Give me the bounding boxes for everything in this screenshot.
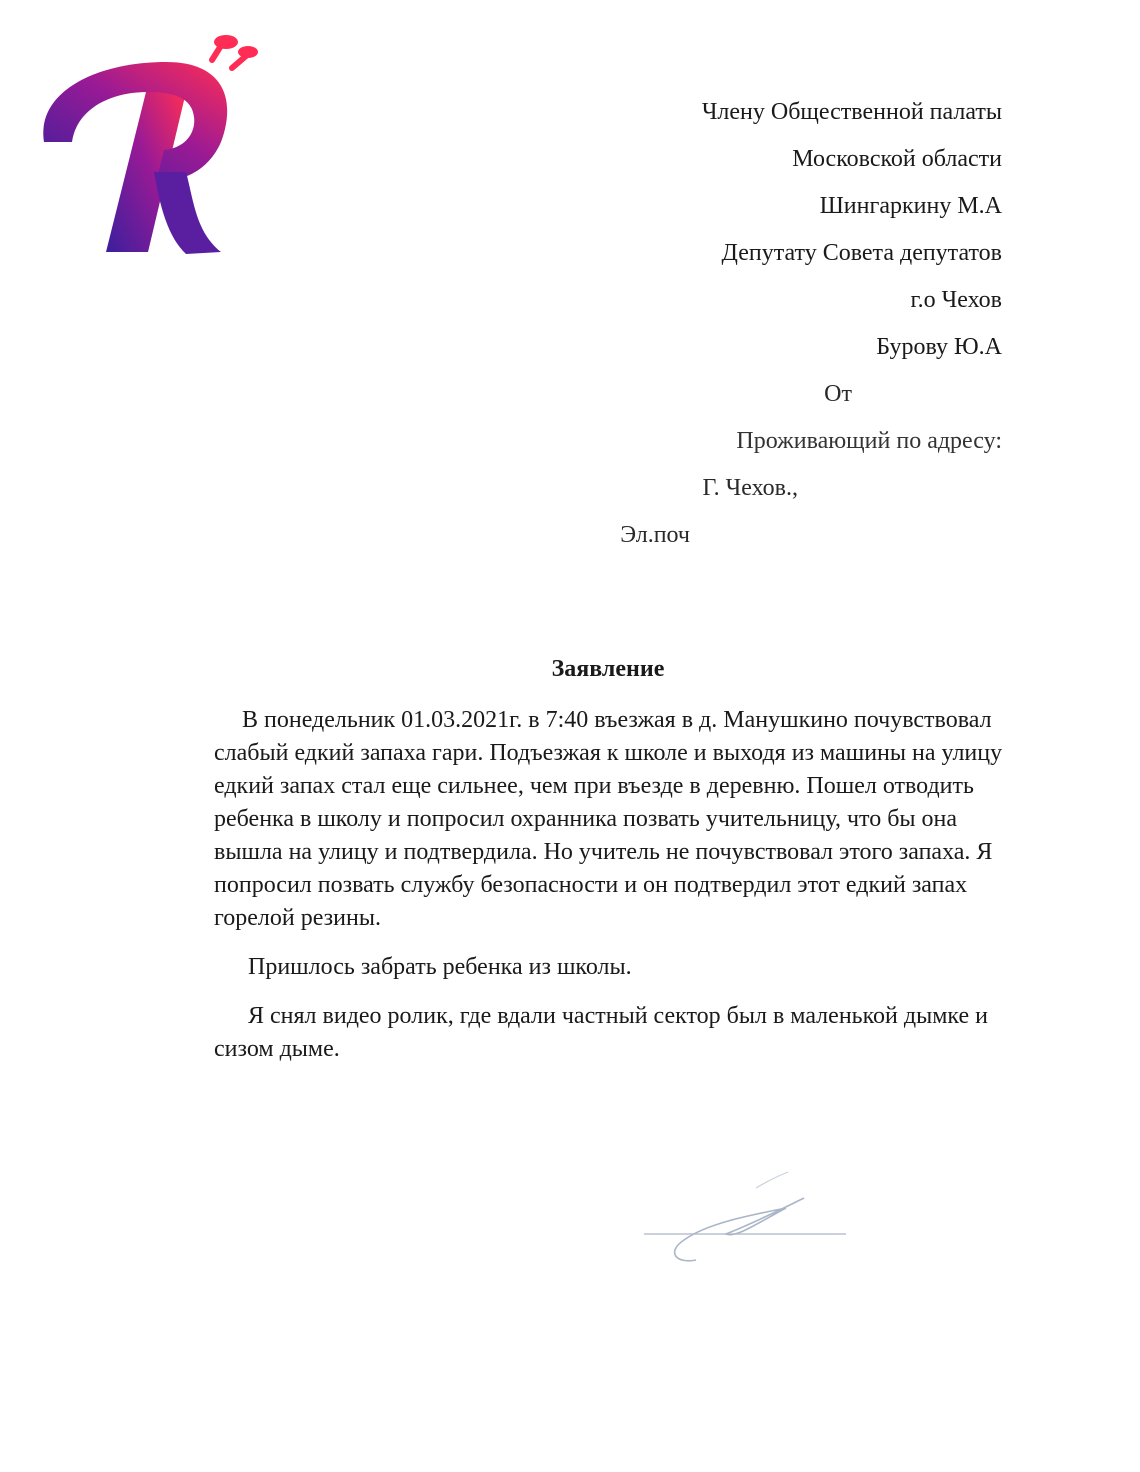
city-line: [442, 468, 1002, 515]
body-paragraph: В понедельник 01.03.2021г. в 7:40 въезжая в д. Манушкино почувствовал слабый едкий запаха гари. Подъезжая к школе и выходя из машины на улицу едкий запах стал еще сильнее, чем при въезде в деревню. Пошел отводить ребенка в школу и попросил охранника позвать учительницу, что бы она вышла на улицу и подтвердила. Но учитель не почувствовал этого запаха. Я попросил позвать службу безопасности и он подтвердил этот едкий запах горелой резины.: [214, 707, 1003, 931]
addressee-line: Шингаркину М.А: [819, 193, 1002, 219]
address-label-line: [442, 421, 1002, 468]
address-label: Проживающий по адресу:: [736, 428, 1002, 454]
body-paragraph: Пришлось забрать ребенка из школы.: [248, 954, 632, 980]
body-paragraph: Я снял видео ролик, где вдали частный сектор был в маленькой дымке и сизом дыме.: [214, 1003, 988, 1062]
document-body: [214, 704, 1004, 1066]
sender-label: От: [824, 381, 852, 407]
addressee-line: Депутату Совета депутатов: [721, 240, 1002, 266]
city-text: Г. Чехов.,: [702, 475, 798, 501]
addressee-block: [442, 92, 1002, 562]
brand-logo-icon: [36, 32, 260, 260]
addressee-line: Московской области: [792, 146, 1002, 172]
addressee-line: Члену Общественной палаты: [701, 99, 1002, 125]
addressee-line: Бурову Ю.А: [876, 334, 1002, 360]
addressee-line: г.о Чехов: [910, 287, 1002, 313]
document-title: Заявление: [551, 656, 665, 682]
email-line: [442, 515, 1002, 562]
signature-icon: [636, 1168, 1016, 1268]
sender-line: [442, 374, 1002, 421]
email-label: Эл.поч: [620, 522, 690, 548]
